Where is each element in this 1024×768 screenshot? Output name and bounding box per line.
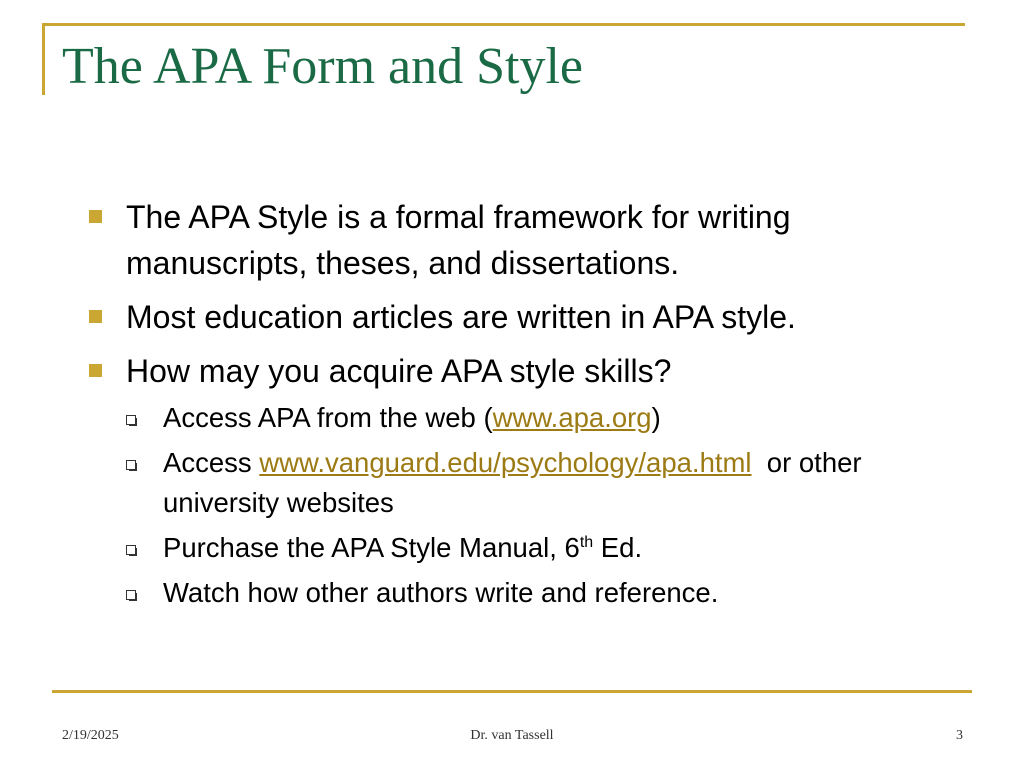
sub-bullet-text: Watch how other authors write and reference. [163, 577, 719, 608]
hollow-square-bullet-icon [126, 460, 136, 470]
left-frame-rule [42, 23, 45, 95]
square-bullet-icon [89, 310, 102, 323]
hollow-square-bullet-icon [126, 590, 136, 600]
bottom-frame-rule [52, 690, 972, 693]
sub-bullet-text-end: or other university websites [163, 447, 870, 518]
bullet-text: Most education articles are written in APA style. [126, 299, 796, 335]
hollow-square-bullet-icon [126, 545, 136, 555]
bullet-item [86, 194, 966, 286]
sub-bullet-text: Access [163, 447, 260, 478]
footer-page-number: 3 [956, 728, 963, 743]
sub-bullet-text-end: Ed. [593, 532, 643, 563]
slide-content [86, 194, 966, 618]
bullet-text: How may you acquire APA style skills? [126, 353, 672, 389]
top-frame-rule [42, 23, 965, 26]
sub-bullet-item [126, 443, 966, 523]
square-bullet-icon [89, 364, 102, 377]
slide-title: The APA Form and Style [62, 38, 584, 95]
sub-bullet-text: Purchase the APA Style Manual, 6 [163, 532, 580, 563]
hollow-square-bullet-icon [126, 415, 136, 425]
bullet-item [86, 348, 966, 394]
sub-bullet-text-end: ) [651, 402, 661, 433]
apa-org-link[interactable]: www.apa.org [492, 402, 652, 433]
footer-date: 2/19/2025 [62, 728, 119, 743]
sub-bullet-item [126, 528, 966, 568]
bullet-item [86, 294, 966, 340]
sub-bullet-text: Access APA from the web ( [163, 402, 493, 433]
vanguard-apa-link[interactable]: www.vanguard.edu/psychology/apa.html [259, 447, 752, 478]
sub-bullet-item [126, 573, 966, 613]
bullet-text: The APA Style is a formal framework for writing manuscripts, theses, and dissertations. [126, 199, 791, 281]
sub-bullet-item [126, 398, 966, 438]
footer-author: Dr. van Tassell [470, 728, 554, 743]
superscript-th: th [579, 533, 594, 551]
square-bullet-icon [89, 210, 102, 223]
